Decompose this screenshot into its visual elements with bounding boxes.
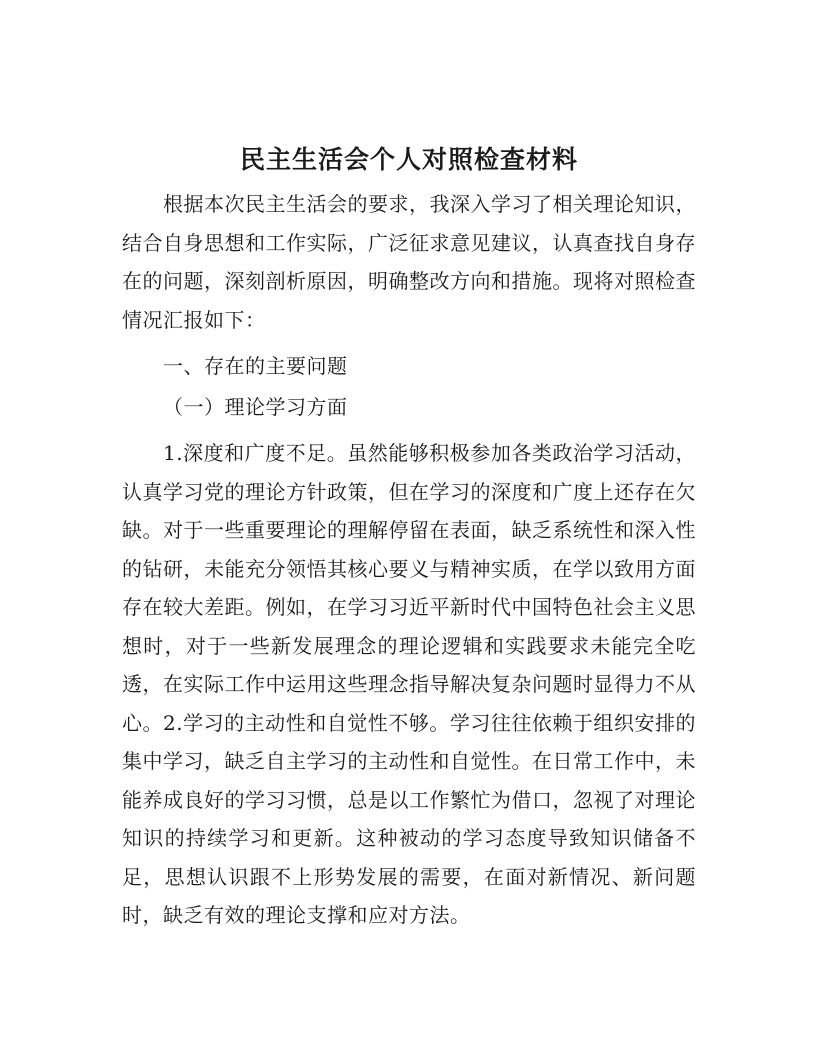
- section-heading: 一、存在的主要问题: [163, 354, 348, 378]
- intro-paragraph: 根据本次民主生活会的要求，我深入学习了相关理论知识，结合自身思想和工作实际，广泛征求意见建议，认真查找自身存在的问题，深刻剖析原因，明确整改方向和措施。现将对照检查情况汇报如下：: [122, 192, 696, 332]
- document-title: 民主生活会个人对照检查材料: [239, 145, 578, 174]
- body-paragraph: 1.深度和广度不足。虽然能够积极参加各类政治学习活动，认真学习党的理论方针政策，但在学习的深度和广度上还存在欠缺。对于一些重要理论的理解停留在表面，缺乏系统性和深入性的钻研，未能充分领悟其核心要义与精神实质，在学以致用方面存在较大差距。例如，在学习习近平新时代中国特色社会主义思想时，对于一些新发展理念的理论逻辑和实践要求未能完全吃透，在实际工作中运用这些理念指导解决复杂问题时显得力不从心。2.学习的主动性和自觉性不够。学习往往依赖于组织安排的集中学习，缺乏自主学习的主动性和自觉性。在日常工作中，未能养成良好的学习习惯，总是以工作繁忙为借口，忽视了对理论知识的持续学习和更新。这种被动的学习态度导致知识储备不足，思想认识跟不上形势发展的需要，在面对新情况、新问题时，缺乏有效的理论支撑和应对方法。: [122, 441, 696, 927]
- subsection-heading: （一）理论学习方面: [163, 394, 348, 419]
